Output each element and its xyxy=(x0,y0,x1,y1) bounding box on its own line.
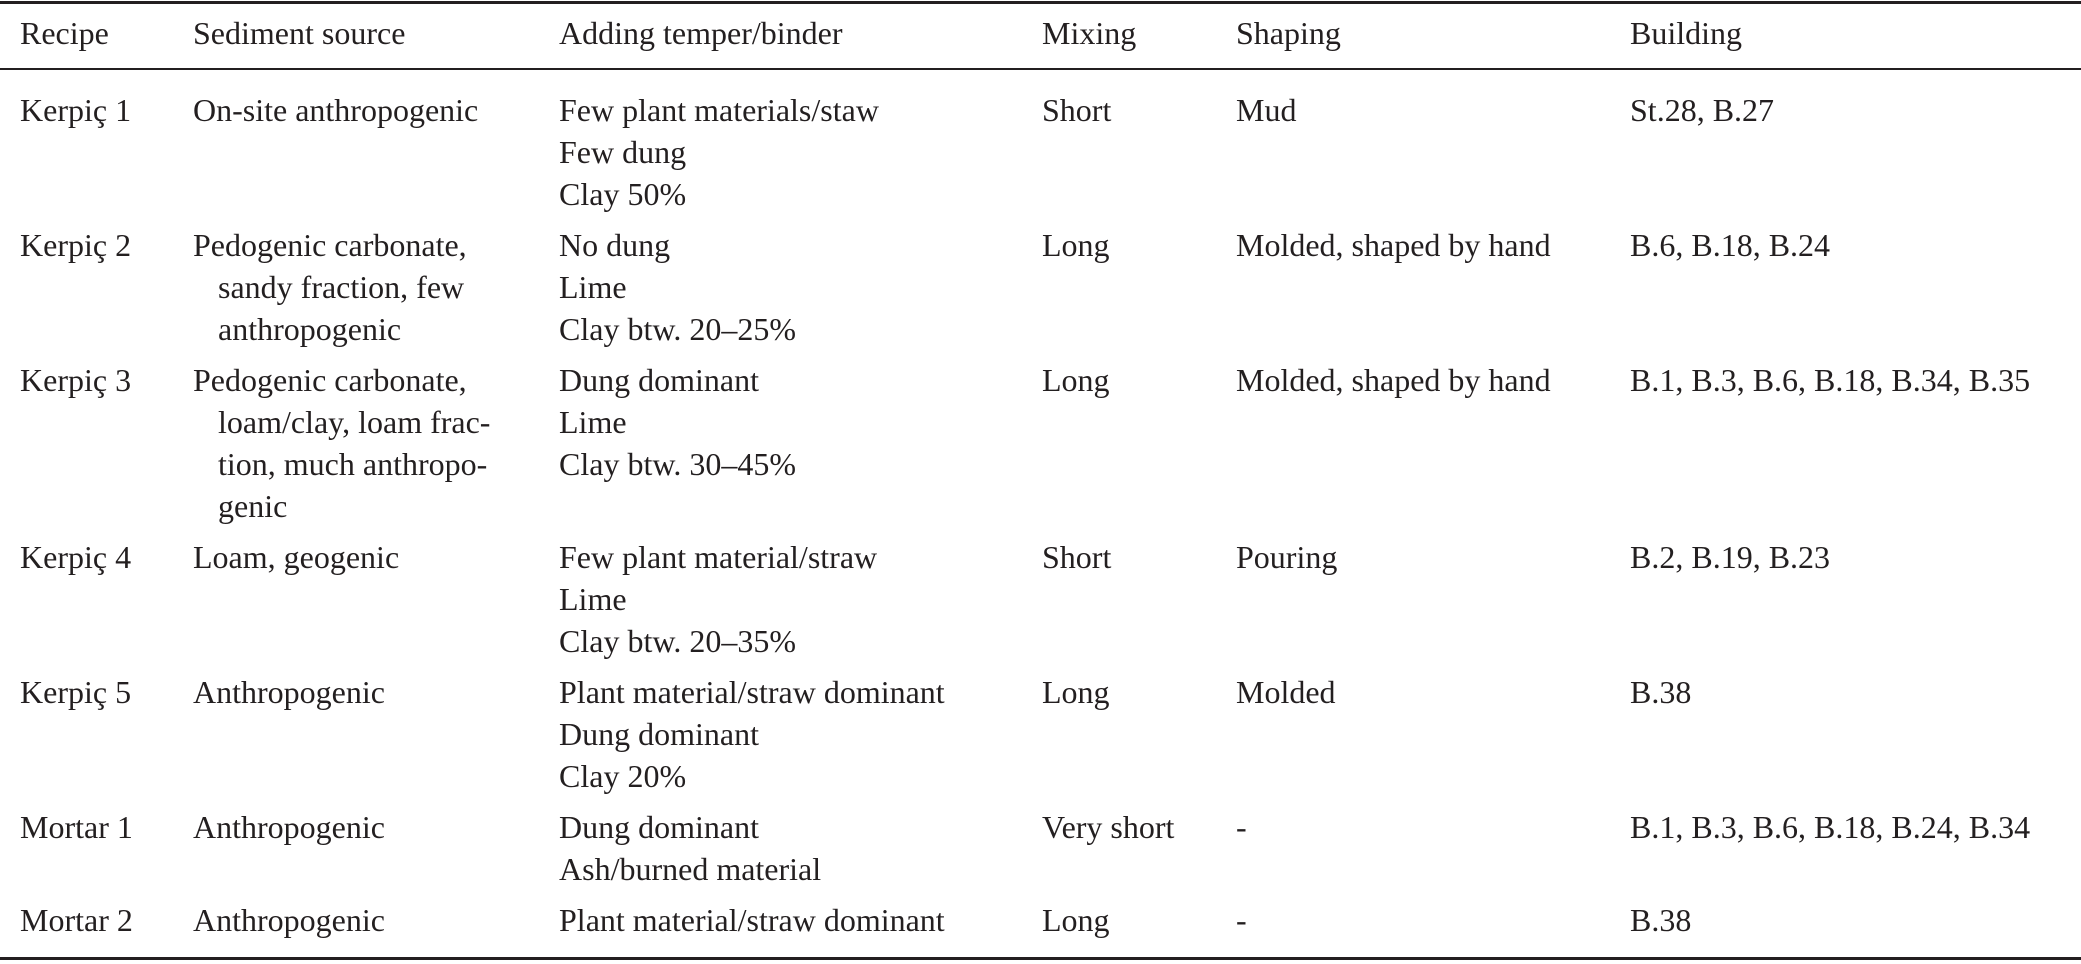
cell-shaping: Mud xyxy=(1236,92,1297,128)
cell-line: sandy fraction, few xyxy=(218,269,465,305)
cell-line: Anthropogenic xyxy=(193,809,385,845)
cell-temper-binder xyxy=(559,806,821,890)
cell-line: Ash/burned material xyxy=(559,851,822,887)
header-shaping: Shaping xyxy=(1236,15,1341,51)
cell-temper-binder xyxy=(559,536,877,662)
cell-mixing: Long xyxy=(1042,227,1110,263)
cell-recipe: Mortar 1 xyxy=(20,809,133,845)
cell-line: Few plant material/straw xyxy=(559,539,878,575)
cell-line: Clay 20% xyxy=(559,758,687,794)
cell-building: B.6, B.18, B.24 xyxy=(1630,227,1831,263)
cell-line: Few plant materials/staw xyxy=(559,92,879,128)
cell-sediment-source xyxy=(193,899,385,941)
header-mixing: Mixing xyxy=(1042,15,1137,51)
table-top-rule xyxy=(0,1,2081,4)
cell-line: Dung dominant xyxy=(559,362,759,398)
cell-line: Few dung xyxy=(559,134,687,170)
cell-line: Anthropogenic xyxy=(193,674,385,710)
cell-line: Clay btw. 20–25% xyxy=(559,311,797,347)
cell-line: genic xyxy=(218,488,288,524)
cell-sediment-source xyxy=(193,671,385,713)
cell-building: B.1, B.3, B.6, B.18, B.34, B.35 xyxy=(1630,362,2031,398)
cell-sediment-source xyxy=(193,536,399,578)
cell-shaping: Molded, shaped by hand xyxy=(1236,362,1551,398)
cell-recipe: Kerpiç 4 xyxy=(20,539,132,575)
cell-recipe: Kerpiç 3 xyxy=(20,362,132,398)
cell-shaping: Pouring xyxy=(1236,539,1338,575)
cell-sediment-source xyxy=(193,806,385,848)
cell-line: Dung dominant xyxy=(559,809,759,845)
cell-sediment-source xyxy=(193,89,478,131)
cell-line: Pedogenic carbonate, xyxy=(193,227,467,263)
cell-line: Clay btw. 20–35% xyxy=(559,623,797,659)
header-building: Building xyxy=(1630,15,1743,51)
cell-temper-binder xyxy=(559,89,879,215)
header-sediment-source: Sediment source xyxy=(193,15,406,51)
table-header-rule xyxy=(0,68,2081,70)
cell-line: Pedogenic carbonate, xyxy=(193,362,467,398)
cell-building: B.38 xyxy=(1630,674,1692,710)
cell-line: No dung xyxy=(559,227,671,263)
cell-line: tion, much anthropo- xyxy=(218,446,488,482)
cell-temper-binder xyxy=(559,899,945,941)
cell-line: On-site anthropogenic xyxy=(193,92,479,128)
cell-line: loam/clay, loam frac- xyxy=(218,404,491,440)
cell-sediment-source xyxy=(193,359,490,527)
cell-sediment-source xyxy=(193,224,467,350)
cell-line: Dung dominant xyxy=(559,716,759,752)
cell-line: Lime xyxy=(559,581,627,617)
cell-building: B.2, B.19, B.23 xyxy=(1630,539,1831,575)
cell-mixing: Very short xyxy=(1042,809,1175,845)
cell-line: Clay btw. 30–45% xyxy=(559,446,797,482)
cell-shaping: - xyxy=(1236,902,1247,938)
cell-recipe: Kerpiç 2 xyxy=(20,227,132,263)
table-bottom-rule xyxy=(0,957,2081,960)
header-recipe: Recipe xyxy=(20,15,109,51)
cell-shaping: Molded, shaped by hand xyxy=(1236,227,1551,263)
cell-line: Clay 50% xyxy=(559,176,687,212)
cell-shaping: Molded xyxy=(1236,674,1336,710)
cell-building: St.28, B.27 xyxy=(1630,92,1775,128)
cell-line: Plant material/straw dominant xyxy=(559,902,945,938)
cell-recipe: Kerpiç 1 xyxy=(20,92,132,128)
cell-temper-binder xyxy=(559,671,945,797)
cell-mixing: Long xyxy=(1042,902,1110,938)
cell-temper-binder xyxy=(559,224,796,350)
cell-recipe: Mortar 2 xyxy=(20,902,133,938)
cell-line: Lime xyxy=(559,404,627,440)
cell-mixing: Short xyxy=(1042,92,1112,128)
cell-temper-binder xyxy=(559,359,796,485)
cell-line: Loam, geogenic xyxy=(193,539,400,575)
cell-mixing: Long xyxy=(1042,362,1110,398)
header-temper-binder: Adding temper/binder xyxy=(559,15,843,51)
cell-line: anthropogenic xyxy=(218,311,402,347)
cell-building: B.1, B.3, B.6, B.18, B.24, B.34 xyxy=(1630,809,2031,845)
cell-line: Lime xyxy=(559,269,627,305)
cell-recipe: Kerpiç 5 xyxy=(20,674,132,710)
cell-building: B.38 xyxy=(1630,902,1692,938)
cell-mixing: Long xyxy=(1042,674,1110,710)
cell-line: Anthropogenic xyxy=(193,902,385,938)
cell-shaping: - xyxy=(1236,809,1247,845)
cell-line: Plant material/straw dominant xyxy=(559,674,945,710)
cell-mixing: Short xyxy=(1042,539,1112,575)
